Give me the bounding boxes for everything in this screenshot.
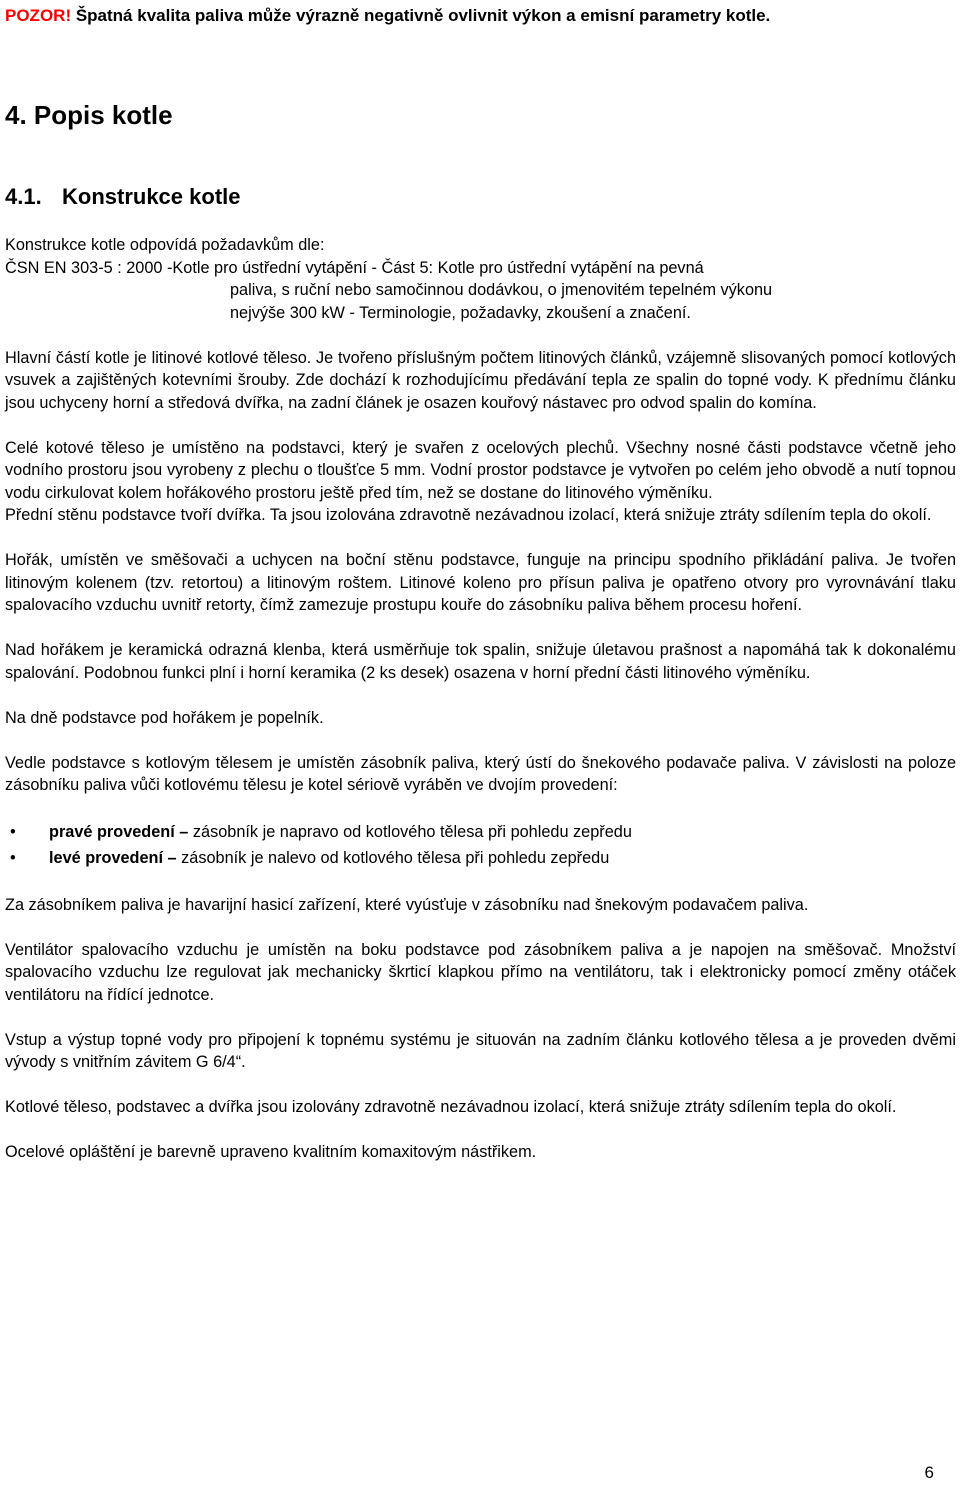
paragraph-base-door: Přední stěnu podstavce tvoří dvířka. Ta jsou izolována zdravotně nezávadnou izolací, která snižuje ztráty sdílením tepla do okolí.	[5, 506, 932, 524]
warning-notice	[5, 5, 770, 27]
paragraph-ceramic-vault: Nad hořákem je keramická odrazná klenba, která usměrňuje tok spalin, snižuje úletavou prašnost a napomáhá tak k dokonalému spalování. Podobnou funkci plní i horní keramika (2 ks desek) osazena v horní přední části litinového výměníku.	[5, 641, 956, 682]
standard-description-line1: Kotle pro ústřední vytápění - Část 5: Kotle pro ústřední vytápění na pevná	[172, 258, 704, 277]
subsection-number: 4.1.	[5, 184, 42, 209]
standard-description-line3: nejvýše 300 kW - Terminologie, požadavky, zkoušení a značení.	[230, 303, 691, 322]
paragraph-ash-pan: Na dně podstavce pod hořákem je popelník.	[5, 708, 324, 727]
variant-term: pravé provedení –	[49, 823, 189, 841]
body-text	[5, 234, 956, 1164]
variant-term: levé provedení –	[49, 849, 177, 867]
paragraph-burner: Hořák, umístěn ve směšovači a uchycen na boční stěnu podstavce, funguje na principu spodního přikládání paliva. Je tvořen litinovým kolenem (tzv. retortou) a litinovým roštem. Litinové koleno pro přísun paliva je opatřeno otvory pro vyrovnávání tlaku spalovacího vzduchu uvnitř retorty, čímž zamezuje prostupu kouře do zásobníku paliva během procesu hoření.	[5, 551, 956, 614]
subsection-title: Konstrukce kotle	[62, 184, 241, 209]
standard-description-line2: paliva, s ruční nebo samočinnou dodávkou, o jmenovitém tepelném výkonu	[230, 281, 773, 299]
paragraph-fuel-hopper: Vedle podstavce s kotlovým tělesem je umístěn zásobník paliva, který ústí do šnekového podavače paliva. V závislosti na poloze zásobníku paliva vůči kotlovému tělesu je kotel sériově vyráběn ve dvojím provedení:	[5, 753, 956, 794]
bullet-icon: •	[10, 849, 16, 867]
variant-description: zásobník je napravo od kotlového tělesa při pohledu zepředu	[188, 823, 632, 841]
warning-text: Špatná kvalita paliva může výrazně negativně ovlivnit výkon a emisní parametry kotle.	[71, 6, 771, 25]
page-number: 6	[924, 1463, 934, 1482]
list-item	[5, 845, 956, 871]
paragraph-water-connections: Vstup a výstup topné vody pro připojení k topnému systému je situován na zadním článku kotlového tělesa a je proveden dvěmi vývody s vnitřním závitem G 6/4“.	[5, 1030, 956, 1071]
paragraph-cast-iron-body: Hlavní částí kotle je litinové kotlové těleso. Je tvořeno příslušným počtem litinových článků, vzájemně slisovaných pomocí kotlových vsuvek a zajištěných kotevními šrouby. Zde dochází k rozhodujícímu předávání tepla ze spalin do topné vody. K přednímu článku jsou uchyceny horní a středová dvířka, na zadní článek je osazen kouřový nástavec pro odvod spalin do komína.	[5, 348, 956, 412]
standard-reference	[5, 257, 956, 280]
intro-paragraph: Konstrukce kotle odpovídá požadavkům dle:	[5, 236, 325, 254]
paragraph-coating: Ocelové opláštění je barevně upraveno kvalitním komaxitovým nástřikem.	[5, 1143, 537, 1161]
paragraph-base: Celé kotové těleso je umístěno na podstavci, který je svařen z ocelových plechů. Všechny nosné části podstavce včetně jeho vodního prostoru jsou vyrobeny z plechu o tloušťce 5 mm. Vodní prostor podstavce je vytvořen po celém jeho obvodě a nutí topnou vodu cirkulovat kolem hořákového prostoru ještě před tím, než se dostane do litinového výměníku.	[5, 438, 956, 502]
standard-code: ČSN EN 303-5 : 2000 -	[5, 258, 173, 277]
warning-prefix: POZOR!	[5, 6, 72, 25]
paragraph-insulation: Kotlové těleso, podstavec a dvířka jsou izolovány zdravotně nezávadnou izolací, která snižuje ztráty sdílením tepla do okolí.	[5, 1098, 897, 1116]
variant-description: zásobník je nalevo od kotlového tělesa při pohledu zepředu	[176, 849, 610, 867]
list-item	[5, 819, 956, 845]
bullet-icon: •	[10, 823, 16, 841]
variant-list	[5, 819, 956, 871]
paragraph-fire-extinguisher: Za zásobníkem paliva je havarijní hasicí zařízení, které vyúsťuje v zásobníku nad šnekovým podavačem paliva.	[5, 895, 809, 914]
section-heading: 4. Popis kotle	[5, 100, 173, 130]
subsection-heading	[5, 183, 241, 211]
paragraph-fan: Ventilátor spalovacího vzduchu je umístěn na boku podstavce pod zásobníkem paliva a je napojen na směšovač. Množství spalovacího vzduchu lze regulovat jak mechanicky škrticí klapkou přímo na ventilátoru, tak i elektronicky pomocí změny otáček ventilátoru na řídící jednotce.	[5, 940, 956, 1004]
